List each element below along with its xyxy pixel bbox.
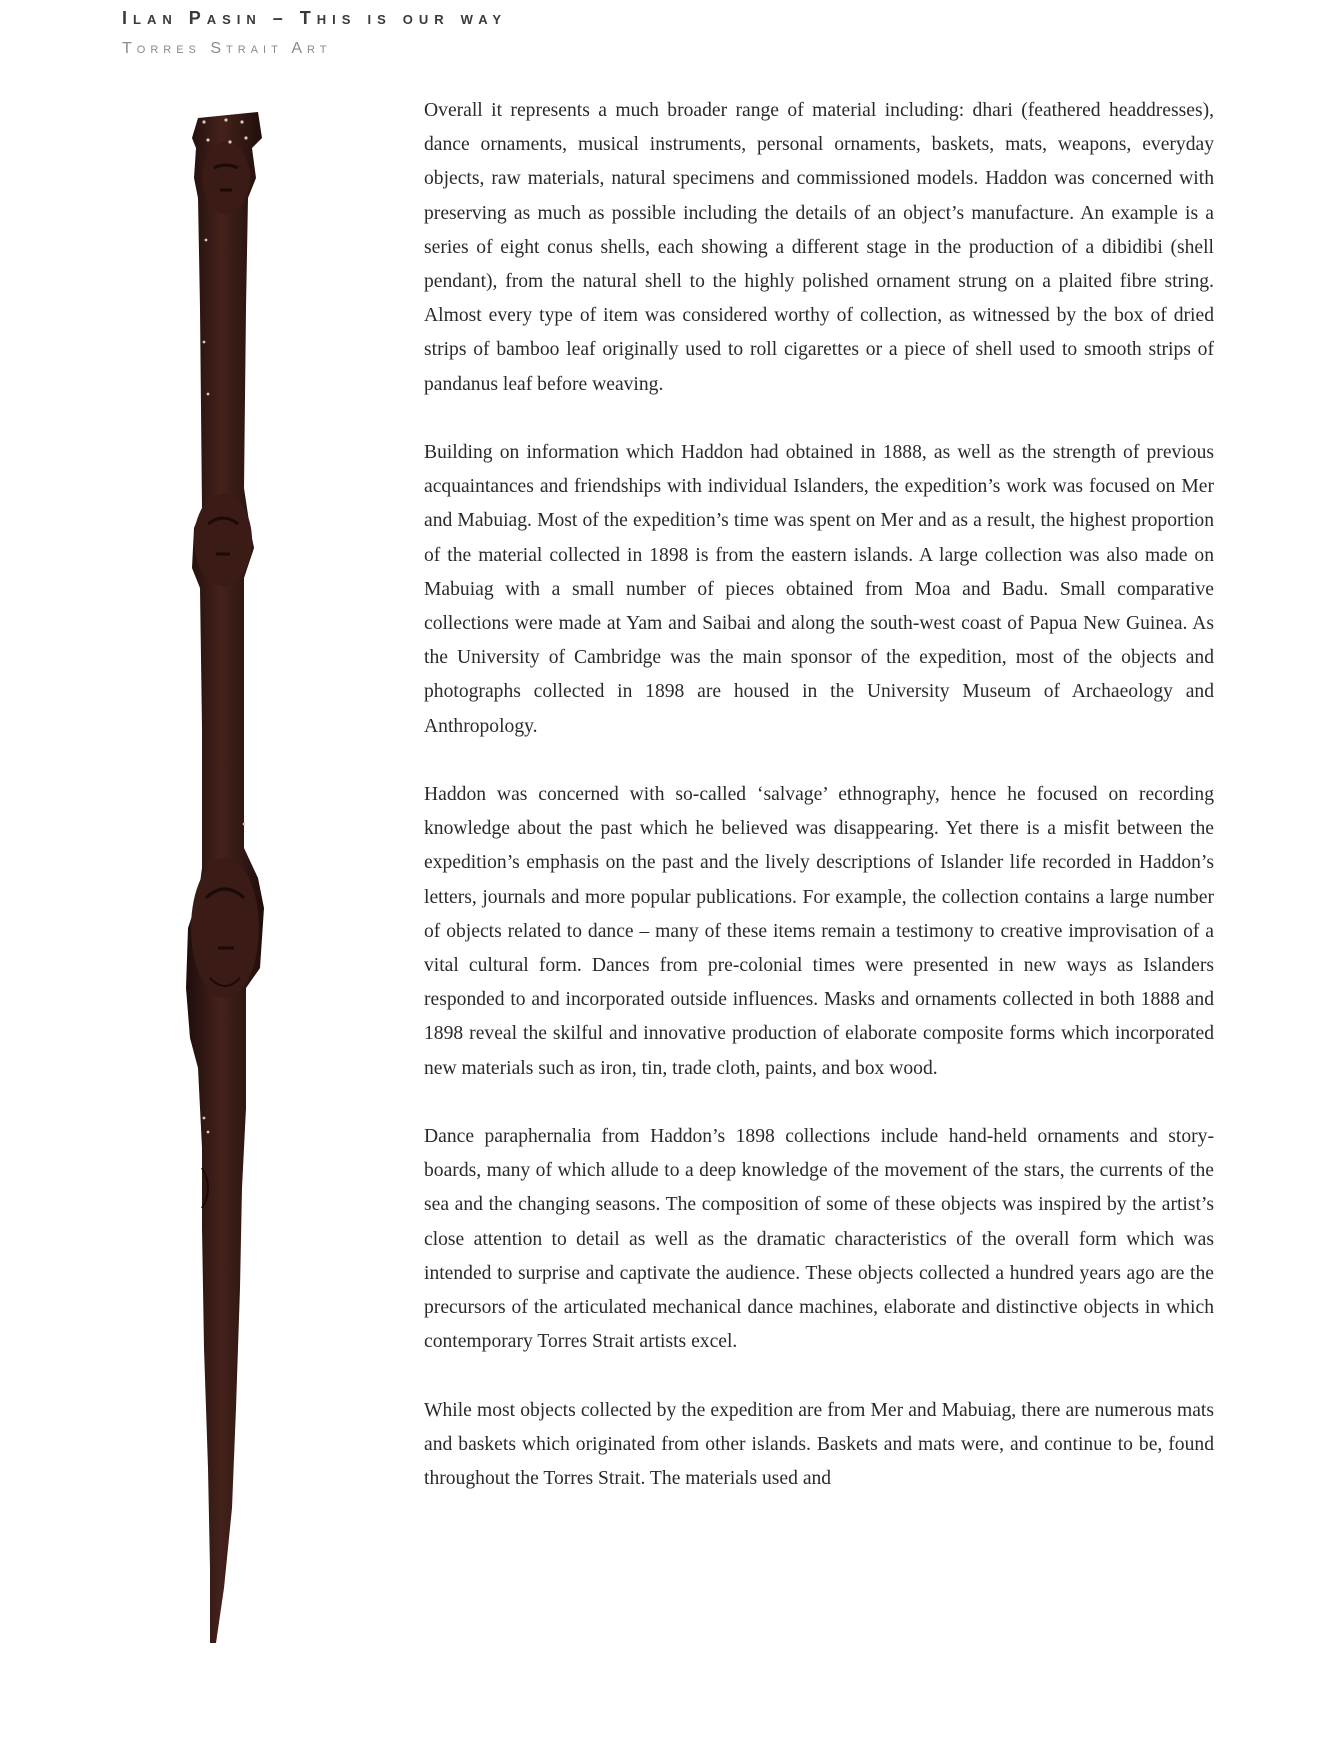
paragraph: Haddon was concerned with so-called ‘salvage’ ethnography, hence he focused on recording knowledge about the past which he believed was disappearing. Yet there is a misfit between the expedition’s emphasis on the past and the lively descriptions of Islander life recorded in Haddon’s letters, journals and more popular publications. For example, the collection contains a large number of objects related to dance – many of these items remain a testimony to creative improvisation of a vital cultural form. Dances from pre-colonial times were presented in new ways as Islanders responded to and incorporated outside influences. Masks and ornaments collected in both 1888 and 1898 reveal the skilful and innovative production of elaborate composite forms which incorporated new materials such as iron, tin, trade cloth, paints, and box wood.	[424, 784, 1214, 1079]
carved-wooden-staff-icon	[180, 108, 290, 1648]
running-header-title: Ilan Pasin – This is our way	[122, 8, 508, 28]
paragraph: Dance paraphernalia from Haddon’s 1898 collections include hand-held ornaments and story-boards, many of which allude to a deep knowledge of the movement of the stars, the currents of the sea and the changing seasons. The composition of some of these objects was inspired by the artist’s close attention to detail as well as the dramatic characteristics of the overall form which was intended to surprise and captivate the audience. These objects collected a hundred years ago are the precursors of the articulated mechanical dance machines, elaborate and distinctive objects in which contemporary Torres Strait artists excel.	[424, 1126, 1214, 1353]
paragraph: Building on information which Haddon had obtained in 1888, as well as the strength of previous acquaintances and friendships with individual Islanders, the expedition’s work was focused on Mer and Mabuiag. Most of the expedition’s time was spent on Mer and as a result, the highest proportion of the material collected in 1898 is from the eastern islands. A large collection was also made on Mabuiag with a small number of pieces obtained from Moa and Badu. Small comparative collections were made at Yam and Saibai and along the south-west coast of Papua New Guinea. As the University of Cambridge was the main sponsor of the expedition, most of the objects and photographs collected in 1898 are housed in the University Museum of Archaeology and Anthropology.	[424, 442, 1214, 737]
running-header-subtitle: Torres Strait Art	[122, 40, 332, 57]
article-body	[424, 94, 1214, 1530]
paragraph: Overall it represents a much broader range of material including: dhari (feathered headdresses), dance ornaments, musical instruments, personal ornaments, baskets, mats, weapons, everyday objects, raw materials, natural specimens and commissioned models. Haddon was concerned with preserving as much as possible including the details of an object’s manufacture. An example is a series of eight conus shells, each showing a different stage in the production of a dibidibi (shell pendant), from the natural shell to the highly polished ornament strung on a plaited fibre string. Almost every type of item was considered worthy of collection, as witnessed by the box of dried strips of bamboo leaf originally used to roll cigarettes or a piece of shell used to smooth strips of pandanus leaf before weaving.	[424, 100, 1214, 395]
paragraph: While most objects collected by the expedition are from Mer and Mabuiag, there are numerous mats and baskets which originated from other islands. Baskets and mats were, and continue to be, found throughout the Torres Strait. The materials used and	[424, 1399, 1214, 1490]
